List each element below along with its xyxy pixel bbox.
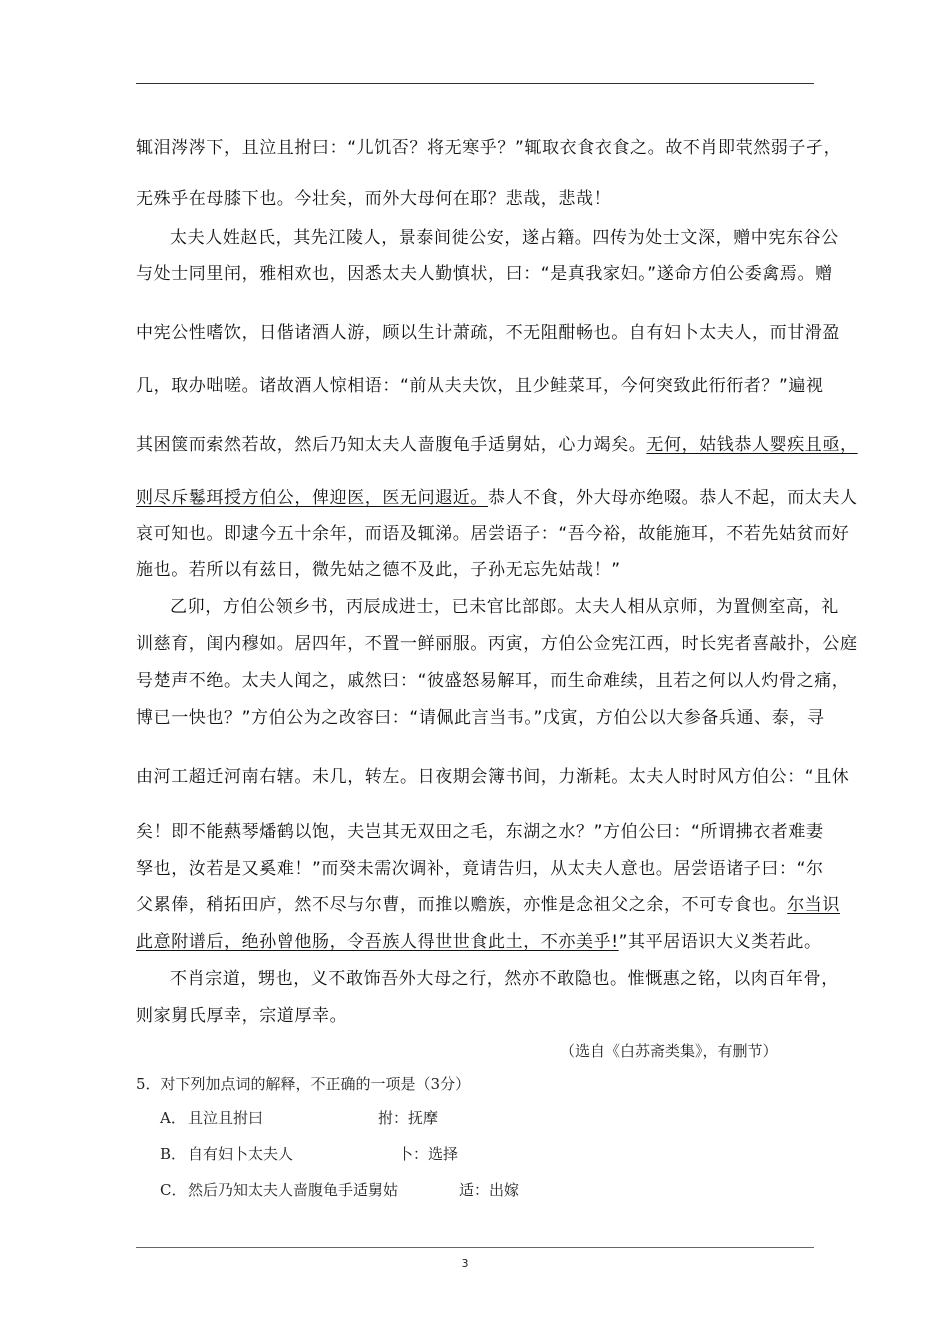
passage-line: 训慈育，闺内穆如。居四年，不置一鲜丽服。丙寅，方伯公佥宪江西，时长宪者喜敲扑，公庭 xyxy=(136,634,858,654)
underlined-sentence: 则尽斥鬈珥授方伯公，俾迎医，医无问遐近。 xyxy=(136,488,488,508)
option-gloss: 拊：抚摩 xyxy=(378,1109,439,1127)
passage-line: 孥也，汝若是又奚难！”而癸未需次调补，竟请告归，从太夫人意也。居尝语诸子曰：“尔 xyxy=(136,859,824,879)
footer-rule xyxy=(136,1247,814,1248)
passage-line: 几，取办咄嗟。诸故酒人惊相语：“前从夫夫饮，且少鲑菜耳，今何突致此衎衎者？”遍视 xyxy=(136,376,824,396)
option-gloss: 适：出嫁 xyxy=(459,1181,520,1199)
underlined-sentence: 尔当识 xyxy=(787,895,841,915)
passage-text: 其困箧而索然若故，然后乃知太夫人啬腹龟手适舅姑，心力竭矣。 xyxy=(136,435,647,455)
header-rule xyxy=(136,83,814,84)
page-number: 3 xyxy=(461,1257,469,1270)
option-text: 且泣且拊曰 xyxy=(188,1109,264,1127)
passage-line: 中宪公性嗜饮，日偕诸酒人游，顾以生计萧疏，不无阻酣畅也。自有妇卜太夫人，而甘滑盈 xyxy=(136,323,840,343)
question-stem: 5．对下列加点词的解释，不正确的一项是（3分） xyxy=(136,1075,471,1093)
underlined-sentence: 此意附谱后，绝孙曾他肠，令吾族人得世世食此土，不亦美乎! xyxy=(136,932,619,952)
passage-line: 不肖宗道，甥也，义不敢饰吾外大母之行，然亦不敢隐也。惟慨惠之铭，以肉百年骨， xyxy=(170,969,839,989)
passage-text: 父累俸，稍拓田庐，然不尽与尔曹，而推以赡族，亦惟是念祖父之余，不可专食也。 xyxy=(136,895,788,915)
passage-text: 恭人不食，外大母亦绝啜。恭人不起，而太夫人 xyxy=(488,488,858,508)
option-letter: B． xyxy=(160,1145,187,1163)
passage-line: 辄泪涔涔下，且泣且拊曰：“儿饥否？将无寒乎？”辄取衣食衣食之。故不肖即茕然弱子孑， xyxy=(136,138,842,158)
passage-text: ”其平居语识大义类若此。 xyxy=(618,932,822,952)
source-note: （选自《白苏斋类集》，有删节） xyxy=(560,1042,778,1060)
passage-line xyxy=(136,433,858,457)
passage-line: 哀可知也。即逮今五十余年，而语及辄涕。居尝语子：“吾今裕，故能施耳，不若先姑贫而好 xyxy=(136,524,850,544)
passage-line xyxy=(136,486,858,510)
passage-line: 施也。若所以有兹日，微先姑之德不及此，子孙无忘先姑哉！” xyxy=(136,560,621,580)
passage-line: 太夫人姓赵氏，其先江陵人，景泰间徙公安，遂占籍。四传为处士文深，赠中宪东谷公 xyxy=(170,228,839,248)
passage-line xyxy=(136,893,841,917)
passage-line: 号楚声不绝。太夫人闻之，戚然曰：“彼盛怒易解耳，而生命难续，且若之何以人灼骨之痛， xyxy=(136,671,850,691)
passage-line: 则家舅氏厚幸，宗道厚幸。 xyxy=(136,1006,348,1026)
passage-line xyxy=(136,930,826,954)
passage-line: 博已一快也？”方伯公为之改容曰：“请佩此言当韦。”戊寅，方伯公以大参备兵通、泰，寻 xyxy=(136,708,825,728)
passage-line: 乙卯，方伯公领乡书，丙辰成进士，已未官比部郎。太夫人相从京师，为置侧室高，礼 xyxy=(170,597,839,617)
option-gloss: 卜：选择 xyxy=(398,1145,459,1163)
option-letter: C． xyxy=(160,1181,187,1199)
option-text: 然后乃知太夫人啬腹龟手适舅姑 xyxy=(188,1181,399,1199)
passage-line: 无殊乎在母膝下也。今壮矣，而外大母何在耶？悲哉，悲哉！ xyxy=(136,189,612,209)
passage-line: 由河工超迁河南右辖。未几，转左。日夜期会簿书间，力渐耗。太夫人时时风方伯公：“且休 xyxy=(136,767,850,787)
option-letter: A． xyxy=(160,1109,186,1127)
passage-line: 矣！即不能爇琴燔鹤以饱，夫岂其无双田之毛，东湖之水？”方伯公曰：“所谓拂衣者难妻 xyxy=(136,822,824,842)
option-text: 自有妇卜太夫人 xyxy=(188,1145,294,1163)
passage-line: 与处士同里闬，雅相欢也，因悉太夫人勤慎状，曰：“是真我家妇。”遂命方伯公委禽焉。赠 xyxy=(136,264,833,284)
underlined-sentence: 无何，姑钱恭人婴疾且亟， xyxy=(646,435,858,455)
